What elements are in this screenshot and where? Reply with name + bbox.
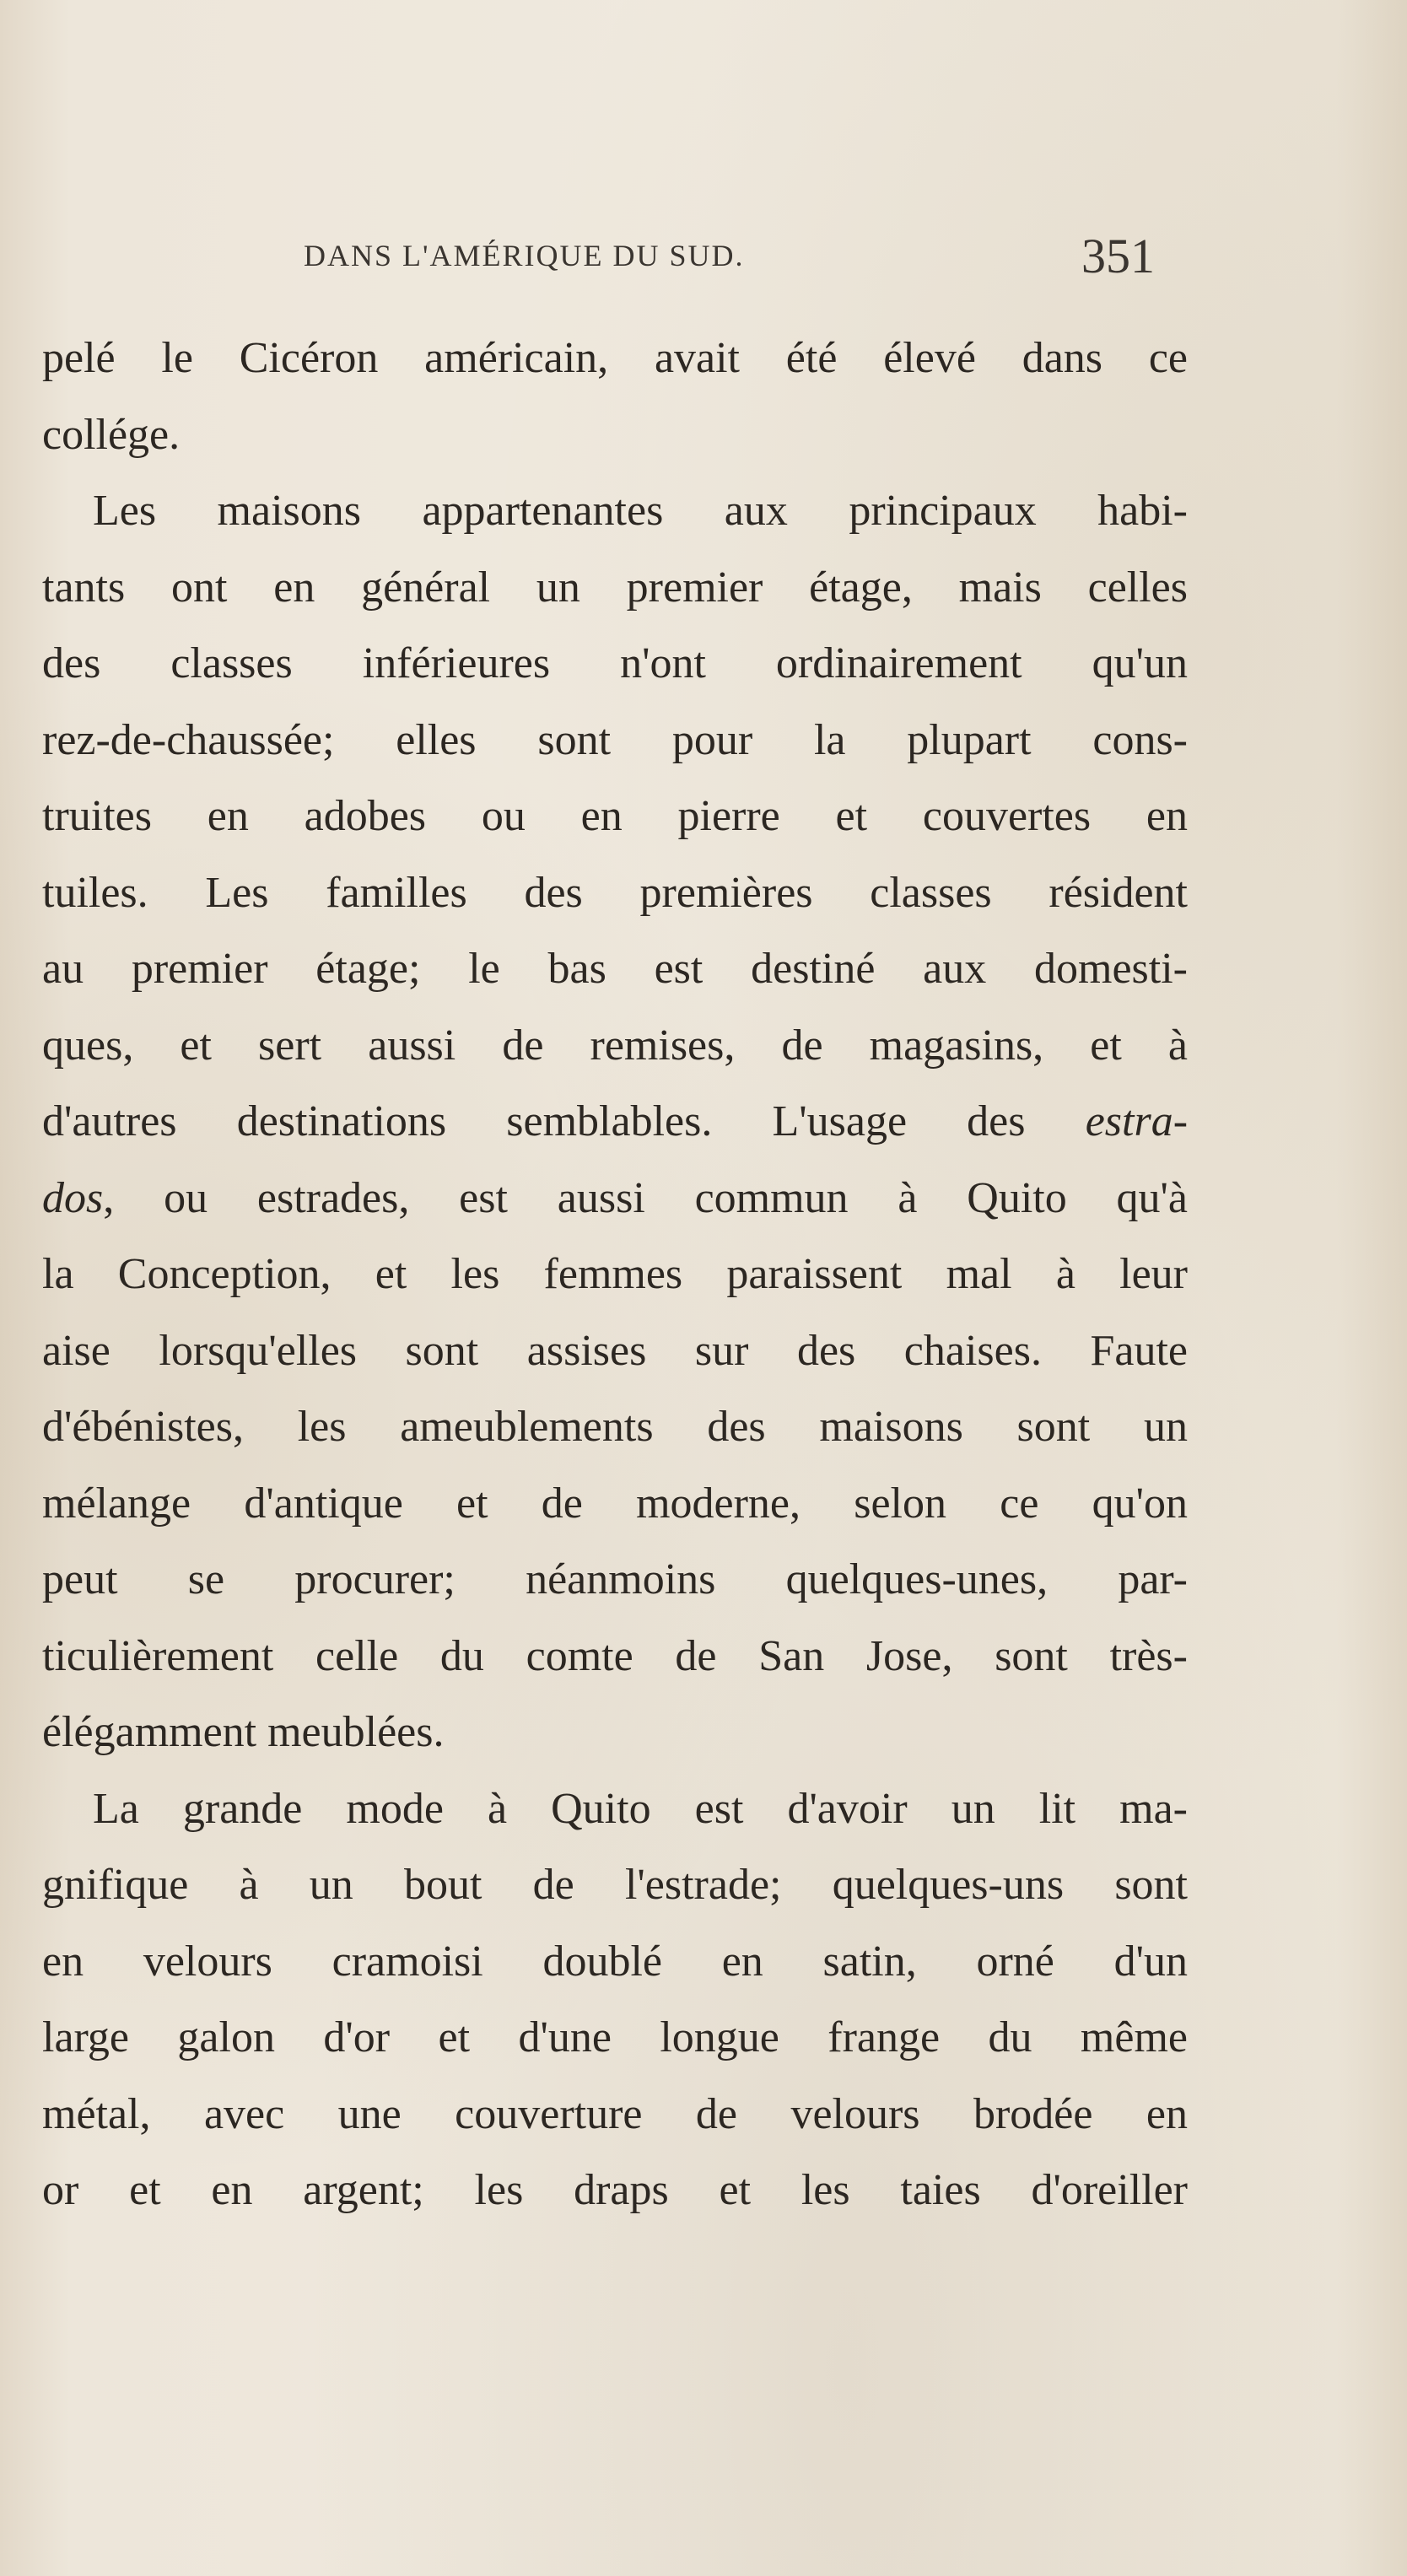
text-line: peut se procurer; néanmoins quelques-unes, par- (42, 1555, 1188, 1603)
text-line: tuiles. Les familles des premières classes résident (42, 868, 1188, 917)
text-line: ticulièrement celle du comte de San Jose, sont très- (42, 1631, 1188, 1680)
text-line: rez-de-chaussée; elles sont pour la plupart cons- (42, 715, 1188, 764)
running-head (0, 228, 1407, 304)
paragraph-1 (42, 321, 1188, 473)
text-line-mixed (42, 1084, 1188, 1161)
italic-word: estra- (1085, 1097, 1189, 1145)
text-line: des classes inférieures n'ont ordinairement qu'un (42, 639, 1188, 687)
text-line: gnifique à un bout de l'estrade; quelques-uns sont (42, 1861, 1188, 1909)
text-line: large galon d'or et d'une longue frange du même (42, 2013, 1188, 2061)
body-text (42, 321, 1188, 2229)
paragraph-2 (42, 473, 1188, 1771)
text-line: or et en argent; les draps et les taies d'oreiller (42, 2166, 1188, 2214)
text-line: élégamment meublées. (42, 1708, 445, 1756)
text-line: la Conception, et les femmes paraissent mal à leur (42, 1250, 1188, 1298)
text-line: au premier étage; le bas est destiné aux domesti- (42, 945, 1188, 993)
text-line-roman: , ou estrades, est aussi commun à Quito qu'à (103, 1173, 1188, 1222)
text-line: d'ébénistes, les ameublements des maisons sont un (42, 1403, 1188, 1451)
text-line: mélange d'antique et de moderne, selon ce qu'on (42, 1479, 1188, 1528)
text-line-mixed (42, 1161, 1188, 1237)
running-title: DANS L'AMÉRIQUE DU SUD. (304, 239, 745, 272)
text-line: Les maisons appartenantes aux principaux habi- (93, 487, 1188, 535)
italic-word: dos (42, 1173, 104, 1222)
text-line: pelé le Cicéron américain, avait été élevé dans ce (42, 334, 1188, 382)
text-line: en velours cramoisi doublé en satin, orné d'un (42, 1937, 1188, 1986)
paragraph-3 (42, 1771, 1188, 2229)
text-line: ques, et sert aussi de remises, de magasins, et à (42, 1021, 1188, 1070)
page-number: 351 (1081, 229, 1155, 283)
text-line: La grande mode à Quito est d'avoir un lit ma- (93, 1784, 1188, 1833)
text-line-roman: d'autres destinations semblables. L'usage des (42, 1097, 1026, 1145)
text-line: tants ont en général un premier étage, mais celles (42, 563, 1188, 612)
text-line: aise lorsqu'elles sont assises sur des chaises. Faute (42, 1326, 1188, 1375)
text-line: collége. (42, 410, 181, 459)
text-line: métal, avec une couverture de velours brodée en (42, 2089, 1188, 2138)
text-line: truites en adobes ou en pierre et couvertes en (42, 792, 1188, 840)
